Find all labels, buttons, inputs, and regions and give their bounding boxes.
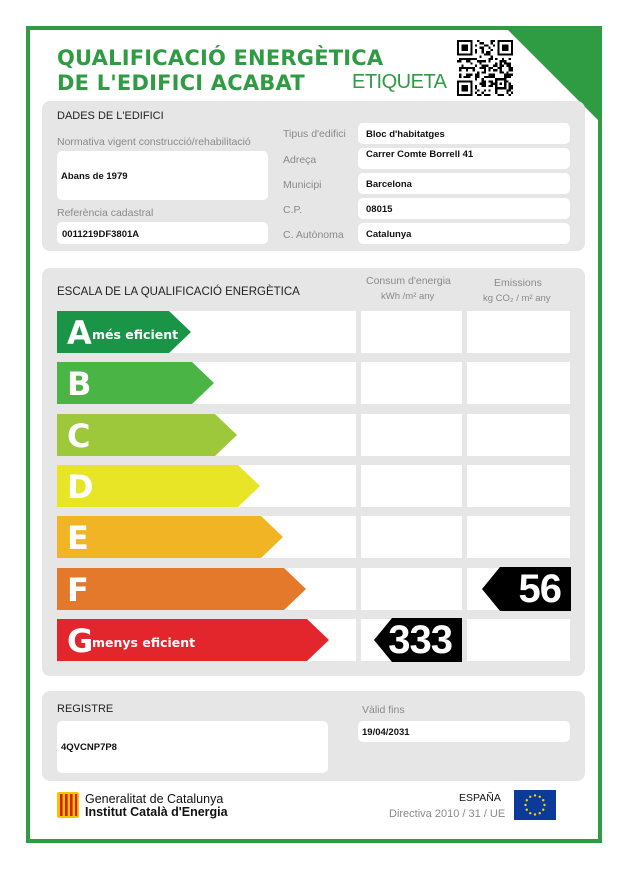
title-line-2: DE L'EDIFICI ACABAT — [57, 71, 305, 95]
emissions-cell — [467, 414, 570, 456]
consumption-cell — [361, 465, 462, 507]
regulation-label: Normativa vigent construcció/rehabilitació — [57, 136, 251, 148]
cadastral-label: Referència cadastral — [57, 207, 154, 219]
building-type-label: Tipus d'edifici — [283, 128, 346, 140]
energy-class-label-d — [57, 465, 260, 507]
municipality-value: Barcelona — [366, 179, 412, 190]
emissions-unit: kg CO₂ / m² any — [483, 293, 551, 304]
energy-class-letter: C — [67, 417, 91, 455]
region-label: C. Autònoma — [283, 229, 344, 241]
energy-class-caption: menys eficient — [92, 635, 196, 650]
generalitat-logo-icon — [57, 792, 79, 818]
energy-class-label-c — [57, 414, 237, 456]
org-line-1: Generalitat de Catalunya — [85, 792, 224, 806]
consumption-cell — [361, 516, 462, 558]
energy-class-letter: E — [67, 519, 89, 557]
org-line-2: Institut Català d'Energia — [85, 805, 228, 819]
qr-code-icon[interactable] — [457, 40, 513, 96]
postal-code-value: 08015 — [366, 204, 393, 215]
valid-until-label: Vàlid fins — [362, 704, 405, 716]
consumption-header: Consum d'energia — [366, 275, 451, 287]
emissions-cell — [467, 619, 570, 661]
registry-value: 4QVCNP7P8 — [61, 742, 117, 753]
consumption-unit: kWh /m² any — [381, 291, 435, 302]
registry-label: REGISTRE — [57, 703, 114, 715]
energy-class-letter: A — [67, 314, 92, 352]
consumption-cell — [361, 362, 462, 404]
building-type-value: Bloc d'habitatges — [366, 129, 445, 140]
address-value: Carrer Comte Borrell 41 — [366, 149, 474, 160]
emissions-cell — [467, 311, 570, 353]
consumption-cell — [361, 414, 462, 456]
label-subtitle: ETIQUETA — [352, 71, 447, 93]
valid-until-value: 19/04/2031 — [362, 727, 410, 738]
municipality-label: Municipi — [283, 179, 322, 191]
emissions-cell — [467, 516, 570, 558]
energy-class-label-f — [57, 568, 306, 610]
energy-class-letter: F — [67, 571, 89, 609]
consumption-cell — [361, 568, 462, 610]
cadastral-value: 0011219DF3801A — [62, 229, 140, 240]
energy-class-letter: B — [67, 365, 92, 403]
energy-class-caption: més eficient — [92, 327, 179, 342]
country-label: ESPAÑA — [459, 792, 501, 804]
region-value: Catalunya — [366, 229, 412, 240]
emissions-rating-value: 56 — [518, 567, 561, 611]
energy-class-label-g — [57, 619, 329, 661]
postal-code-label: C.P. — [283, 204, 303, 216]
energy-class-label-a — [57, 311, 191, 353]
consumption-rating-value: 333 — [388, 618, 452, 662]
energy-class-letter: D — [67, 468, 94, 506]
regulation-value: Abans de 1979 — [61, 171, 128, 182]
eu-flag-icon — [514, 790, 556, 820]
scale-section-title: ESCALA DE LA QUALIFICACIÓ ENERGÈTICA — [57, 286, 300, 298]
consumption-cell — [361, 311, 462, 353]
emissions-cell — [467, 465, 570, 507]
energy-class-letter: G — [67, 622, 94, 660]
directive-label: Directiva 2010 / 31 / UE — [389, 808, 506, 820]
building-section-title: DADES DE L'EDIFICI — [57, 110, 164, 122]
emissions-cell — [467, 362, 570, 404]
emissions-header: Emissions — [494, 277, 542, 289]
energy-class-label-e — [57, 516, 283, 558]
energy-class-label-b — [57, 362, 214, 404]
title-line-1: QUALIFICACIÓ ENERGÈTICA — [57, 46, 384, 70]
address-label: Adreça — [283, 154, 317, 166]
